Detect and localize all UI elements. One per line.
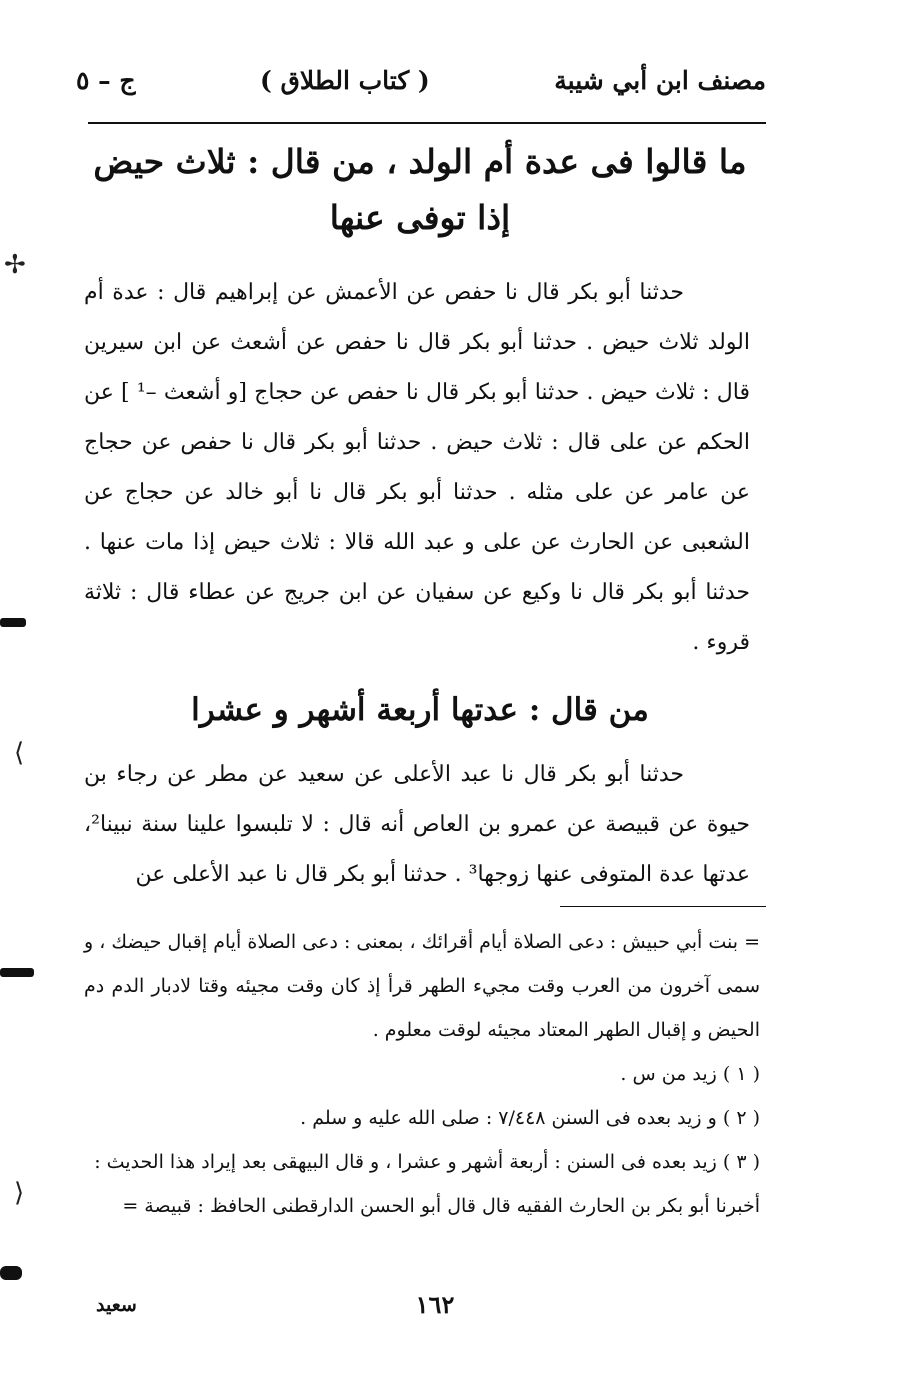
header-chapter-title: ( كتاب الطلاق ) <box>260 65 430 95</box>
margin-scan-mark: ⟨ <box>14 1178 25 1208</box>
section-heading-1 <box>90 134 750 246</box>
page-number: ١٦٢ <box>415 1290 455 1319</box>
section-1-text: حدثنا أبو بكر قال نا حفص عن الأعمش عن إبراهيم قال : عدة أم الولد ثلاث حيض . حدثنا أبو بكر قال نا حفص عن أشعث عن ابن سيرين قال : ثلاث حيض . حدثنا أبو بكر قال نا حفص عن حجاج [و أشعث –¹ ] عن الحكم عن على قال : ثلاث حيض . حدثنا أبو بكر قال نا حفص عن حجاج عن عامر عن على مثله . حدثنا أبو بكر قال نا أبو خالد عن حجاج عن الشعبى عن الحارث عن على و عبد الله قالا : ثلاث حيض إذا مات عنها . حدثنا أبو بكر قال نا وكيع عن سفيان عن ابن جريج عن عطاء قال : ثلاثة قروء . <box>84 280 750 655</box>
footnote-3-line-1: ( ٣ ) زيد بعده فى السنن : أربعة أشهر و عشرا ، و قال البيهقى بعد إيراد هذا الحديث : <box>94 1151 760 1173</box>
running-header <box>76 58 766 102</box>
section-1-body <box>84 268 750 668</box>
footnote-continuation: = بنت أبي حبيش : دعى الصلاة أيام أقرائك ، بمعنى : دعى الصلاة أيام إقبال حيضك ، و سمى آخرون من العرب وقت مجيء الطهر قرأ إذ كان وقت مجيئه وقتا لادبار الدم دم الحيض و إقبال الطهر المعتاد مجيئه لوقت معلوم . <box>84 931 760 1041</box>
footnote-2: ( ٢ ) و زيد بعده فى السنن ٧/٤٤٨ : صلى الله عليه و سلم . <box>300 1107 760 1129</box>
printer-signature: سعيد <box>96 1294 137 1316</box>
footnote-1: ( ١ ) زيد من س . <box>620 1063 760 1085</box>
section-heading-1-line-2: إذا توفى عنها <box>329 198 511 237</box>
margin-scan-mark <box>0 618 26 627</box>
margin-scan-mark <box>0 1266 22 1280</box>
section-2-body <box>84 750 750 900</box>
margin-scan-mark: ⟩ <box>14 738 25 768</box>
margin-scan-mark <box>0 968 34 977</box>
section-2-text: حدثنا أبو بكر قال نا عبد الأعلى عن سعيد عن مطر عن رجاء بن حيوة عن قبيصة عن عمرو بن العاص أنه قال : لا تلبسوا علينا سنة نبينا²، عدتها عدة المتوفى عنها زوجها³ . حدثنا أبو بكر قال نا عبد الأعلى عن <box>84 762 750 887</box>
header-book-title: مصنف ابن أبي شيبة <box>554 65 766 95</box>
footnotes <box>84 920 760 1228</box>
margin-scan-mark: ✢ <box>4 250 26 280</box>
footnote-3-line-2: أخبرنا أبو بكر بن الحارث الفقيه قال قال أبو الحسن الدارقطنى الحافظ : قبيصة = <box>122 1195 760 1217</box>
section-heading-1-line-1: ما قالوا فى عدة أم الولد ، من قال : ثلاث حيض <box>93 142 747 181</box>
header-volume-number: ج – ٥ <box>76 65 136 95</box>
header-rule <box>88 122 766 124</box>
footnote-rule <box>560 906 766 907</box>
section-heading-2: من قال : عدتها أربعة أشهر و عشرا <box>191 692 649 728</box>
